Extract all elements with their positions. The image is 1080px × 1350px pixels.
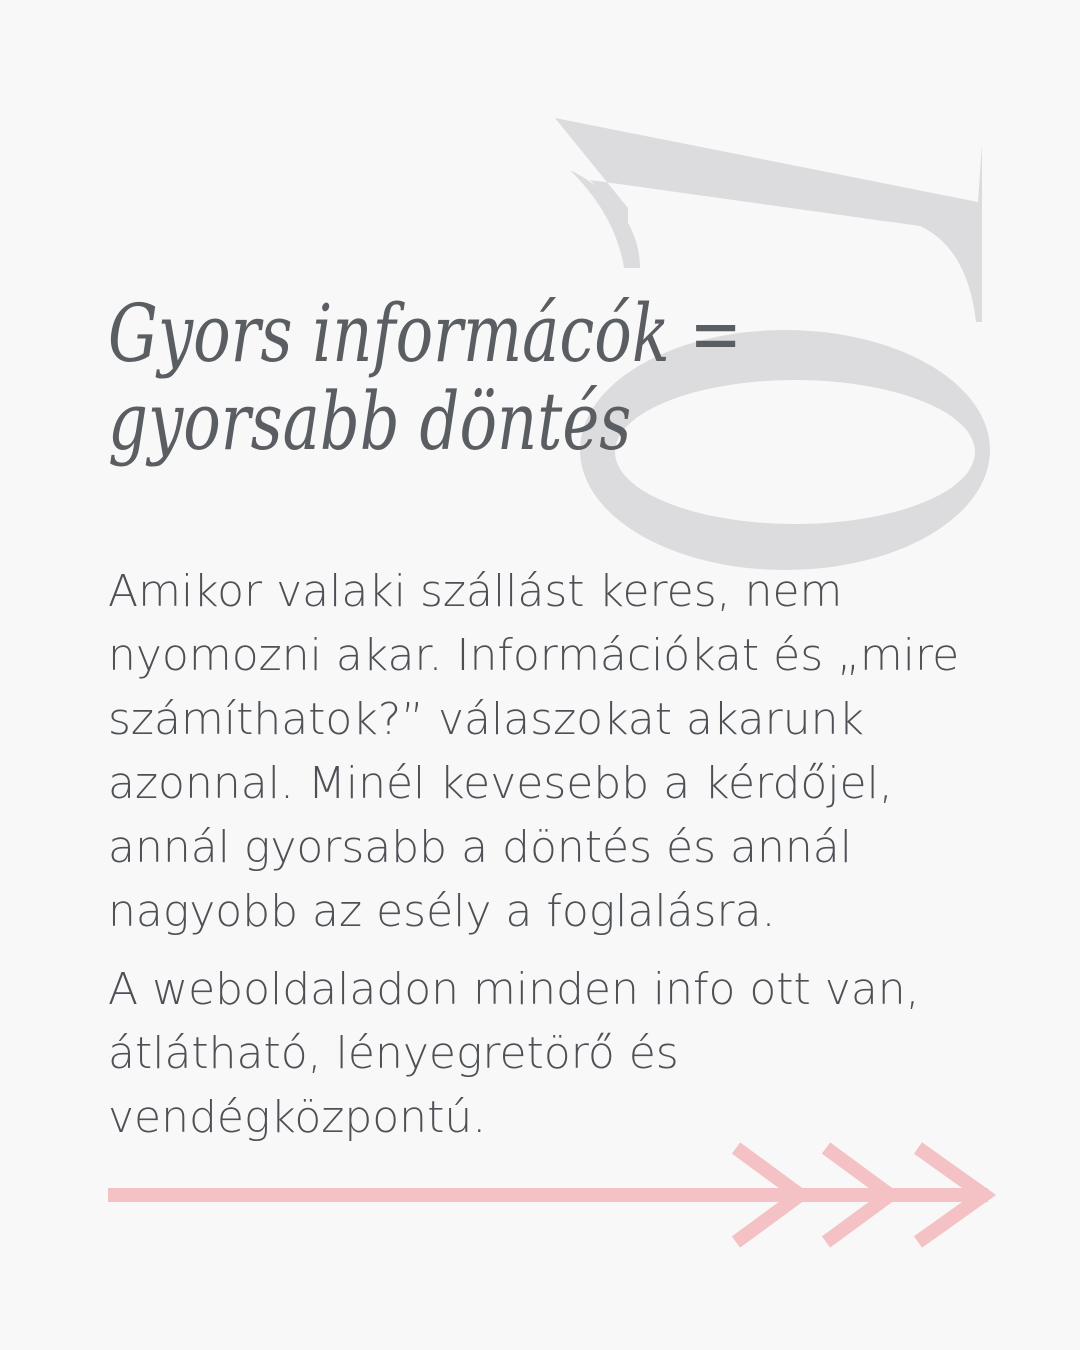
paragraph-1: Amikor valaki szállást keres, nem nyomozni akar. Információkat és „mire számíthatok?” válaszokat akarunk azonnal. Minél kevesebb a kérdőjel, annál gyorsabb a döntés és annál nagyobb az esély a foglalásra. bbox=[108, 566, 960, 937]
title-line-2: gyorsabb döntés bbox=[108, 375, 632, 468]
triple-chevron-arrow-right-icon bbox=[100, 1140, 1000, 1250]
page-title bbox=[108, 287, 779, 468]
title-line-1: Gyors informácók = bbox=[108, 287, 742, 380]
body-text bbox=[108, 560, 988, 1164]
paragraph-2: A weboldaladon minden info ott van, átlátható, lényegretörő és vendégközpontú. bbox=[108, 964, 920, 1143]
